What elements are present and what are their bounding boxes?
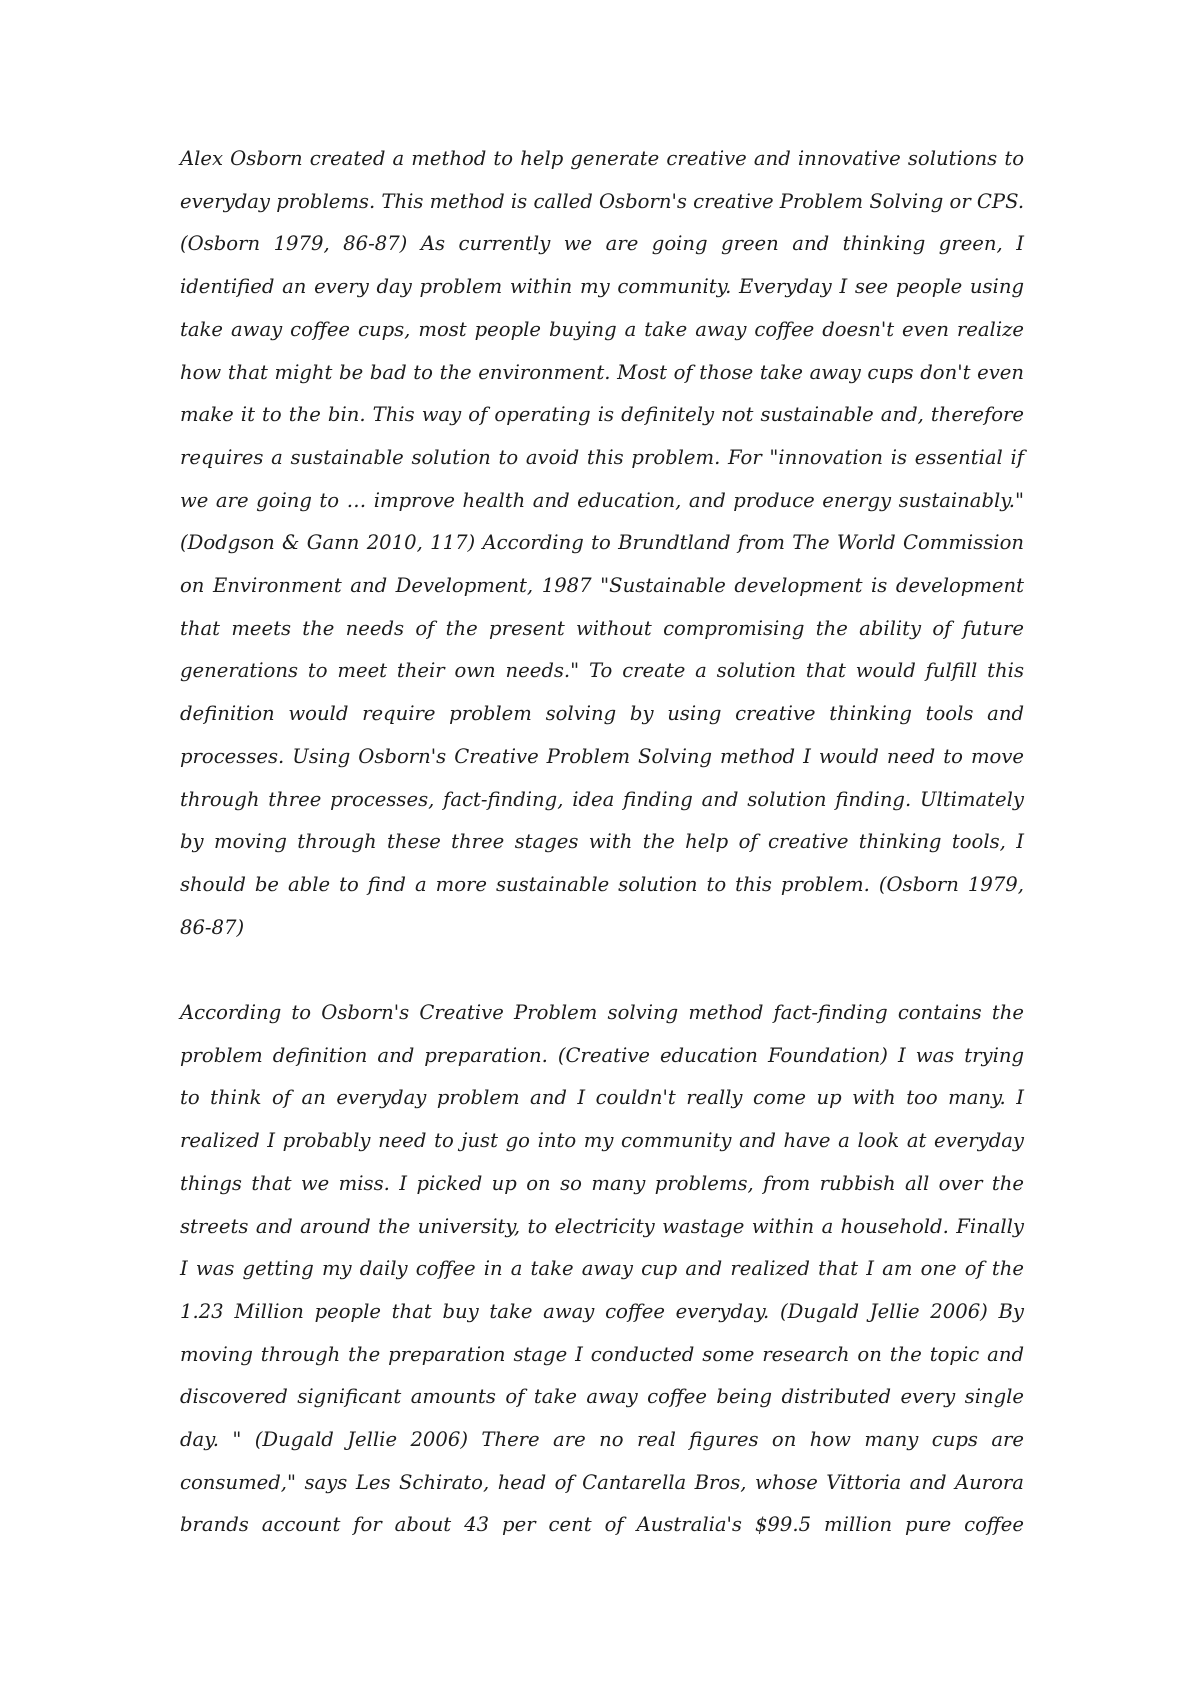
paragraph-2-line: According to Osborn's Creative Problem solving method fact-finding contains the [180,1001,1024,1024]
paragraph-2-line: problem definition and preparation. (Creative education Foundation) I was trying [180,1043,1024,1067]
paragraph-1-line: on Environment and Development, 1987 "Sustainable development is development [180,574,1024,597]
paragraph-1-line: everyday problems. This method is called Osborn's creative Problem Solving or CPS. [180,189,1025,213]
paragraph-1-line: requires a sustainable solution to avoid this problem. For "innovation is essential if [180,445,1024,469]
paragraph-2-line: discovered significant amounts of take away coffee being distributed every single [180,1385,1024,1409]
paragraph-2-line: moving through the preparation stage I conducted some research on the topic and [180,1342,1024,1366]
paragraph-2-line: things that we miss. I picked up on so many problems, from rubbish all over the [180,1171,1024,1195]
paragraph-2-line: streets and around the university, to electricity wastage within a household. Finally [180,1214,1024,1238]
paragraph-1-line: take away coffee cups, most people buying a take away coffee doesn't even realize [180,317,1024,341]
paragraph-1-line: (Osborn 1979, 86-87) As currently we are going green and thinking green, I [180,232,1024,256]
paragraph-2-line: to think of an everyday problem and I couldn't really come up with too many. I [180,1086,1024,1110]
paragraph-1-line: 86-87) [180,915,245,939]
paragraph-1-line: definition would require problem solving by using creative thinking tools and [180,702,1024,726]
paragraph-2-line: realized I probably need to just go into my community and have a look at everyday [180,1129,1024,1153]
paragraph-2-line: day. " (Dugald Jellie 2006) There are no real figures on how many cups are [180,1428,1024,1451]
paragraph-1-line: through three processes, fact-finding, idea finding and solution finding. Ultimately [180,787,1024,811]
paragraph-2-line: I was getting my daily coffee in a take away cup and realized that I am one of the [180,1257,1024,1281]
paragraph-1-line: generations to meet their own needs." To create a solution that would fulfill this [180,659,1024,683]
paragraph-1-line: Alex Osborn created a method to help generate creative and innovative solutions to [180,147,1024,170]
paragraph-1-line: should be able to find a more sustainable solution to this problem. (Osborn 1979, [180,872,1024,896]
paragraph-2-line: brands account for about 43 per cent of Australia's $99.5 million pure coffee [180,1513,1024,1537]
paragraph-1-line: that meets the needs of the present without compromising the ability of future [180,616,1024,640]
paragraph-1-line: (Dodgson & Gann 2010, 117) According to Brundtland from The World Commission [180,531,1024,555]
paragraph-1-line: by moving through these three stages with the help of creative thinking tools, I [180,830,1024,854]
paragraph-1-line: make it to the bin. This way of operating is definitely not sustainable and, therefore [180,403,1024,427]
paragraph-2-line: consumed," says Les Schirato, head of Cantarella Bros, whose Vittoria and Aurora [180,1470,1024,1494]
paragraph-2-line: 1.23 Million people that buy take away coffee everyday. (Dugald Jellie 2006) By [180,1299,1024,1323]
paragraph-1-line: how that might be bad to the environment. Most of those take away cups don't even [180,360,1024,384]
paragraph-1-line: processes. Using Osborn's Creative Problem Solving method I would need to move [180,744,1024,768]
paragraph-1-line: identified an every day problem within my community. Everyday I see people using [180,275,1024,299]
paragraph-1-line: we are going to … improve health and education, and produce energy sustainably." [180,488,1024,512]
